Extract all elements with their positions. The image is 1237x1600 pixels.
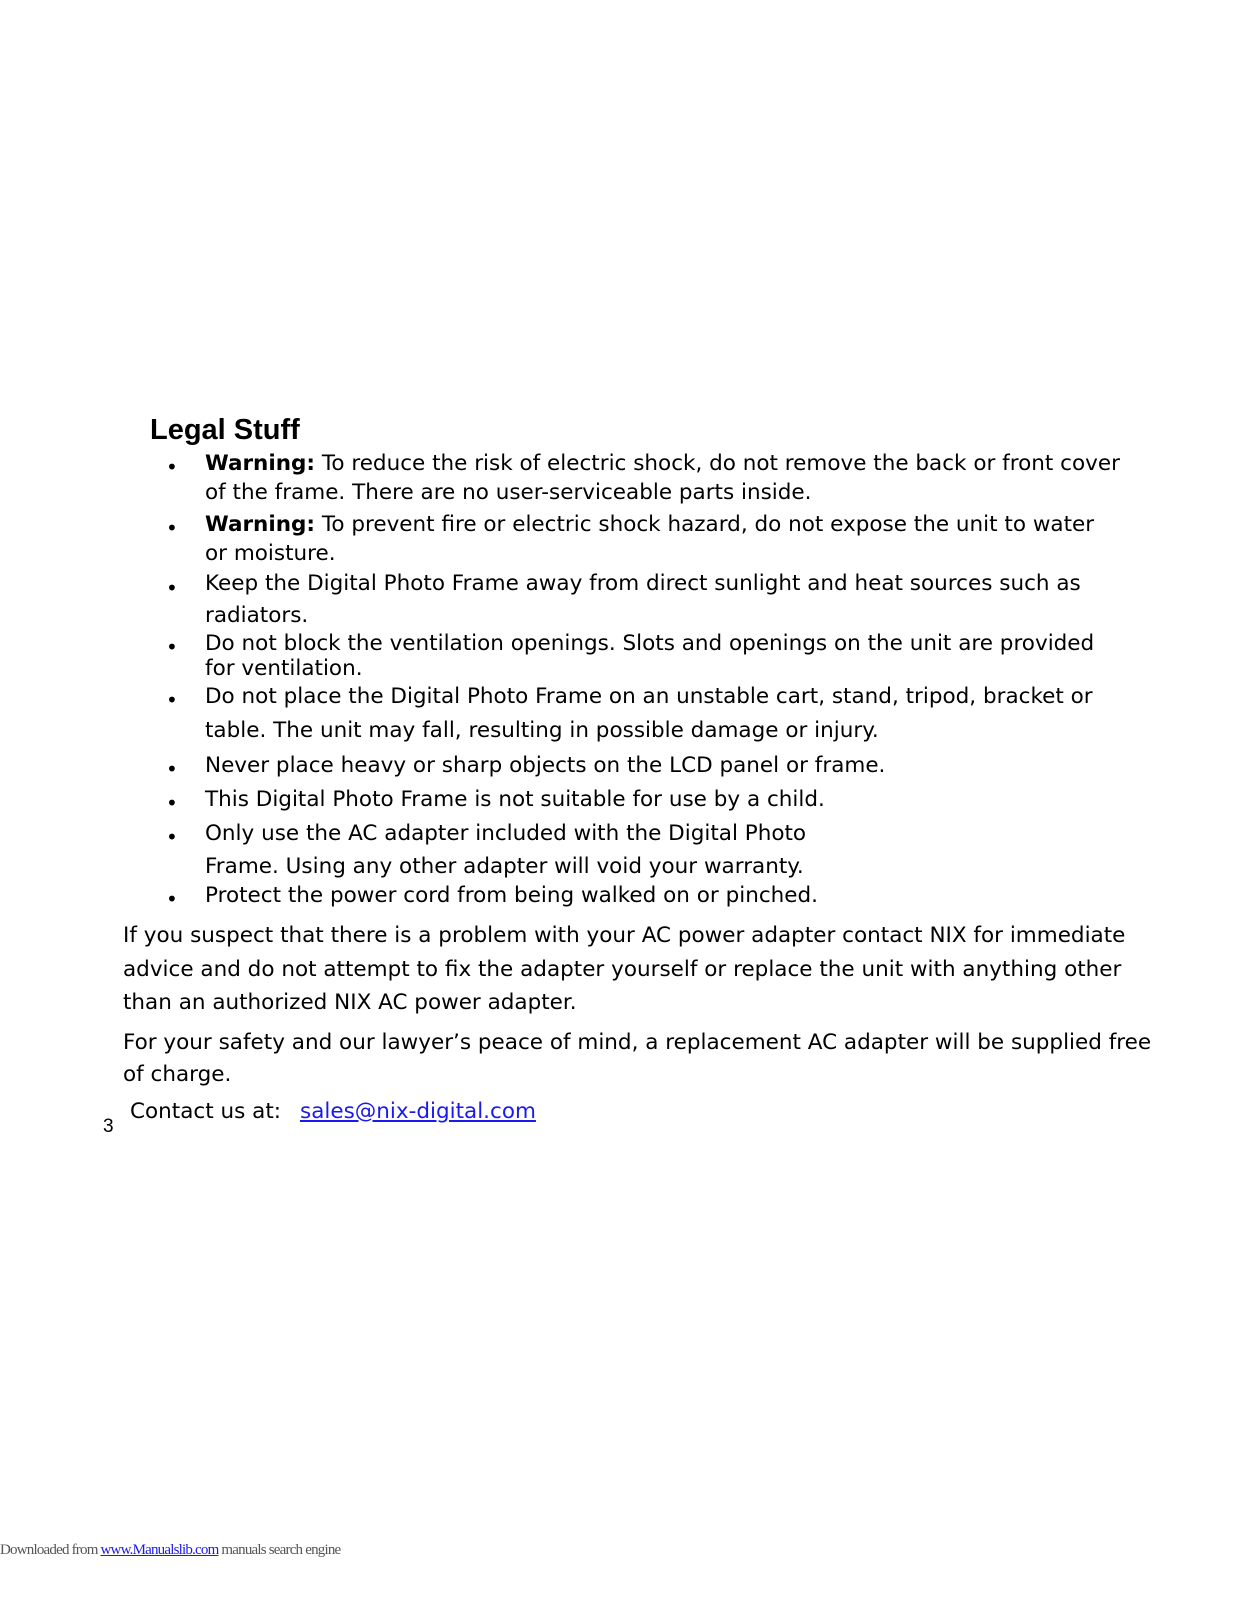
bullet-text: To prevent fire or electric shock hazard, do not expose the unit to water: [315, 512, 1095, 537]
bullet-text: To reduce the risk of electric shock, do not remove the back or front cover: [315, 451, 1120, 476]
bullet-line: for ventilation.: [205, 656, 363, 681]
bullet-line: of the frame. There are no user-serviceable parts inside.: [205, 480, 812, 505]
bullet-line: [205, 451, 1120, 476]
contact-label: Contact us at:: [130, 1099, 281, 1124]
bullet-line: Keep the Digital Photo Frame away from direct sunlight and heat sources such as: [205, 571, 1081, 596]
bullet-line: Only use the AC adapter included with the Digital Photo: [205, 821, 807, 846]
manualslib-link[interactable]: www.Manualslib.com: [100, 1542, 219, 1558]
bullet-icon: •: [166, 516, 178, 540]
bullet-icon: •: [166, 688, 178, 712]
bullet-icon: •: [166, 576, 178, 600]
bullet-icon: •: [166, 635, 178, 659]
paragraph-line: of charge.: [123, 1062, 232, 1087]
warning-label: Warning:: [205, 512, 316, 537]
bullet-line: radiators.: [205, 603, 309, 628]
bullet-icon: •: [166, 887, 178, 911]
paragraph-line: If you suspect that there is a problem with your AC power adapter contact NIX for immediate: [123, 923, 1126, 948]
bullet-icon: •: [166, 455, 178, 479]
bullet-line: [205, 512, 1094, 537]
bullet-icon: •: [166, 757, 178, 781]
bullet-line: Frame. Using any other adapter will void your warranty.: [205, 854, 804, 879]
bullet-line: or moisture.: [205, 541, 336, 566]
paragraph-line: For your safety and our lawyer’s peace of mind, a replacement AC adapter will be supplied free: [123, 1030, 1152, 1055]
bullet-line: table. The unit may fall, resulting in possible damage or injury.: [205, 718, 879, 743]
contact-email-link[interactable]: sales@nix-digital.com: [300, 1099, 536, 1124]
bullet-line: Never place heavy or sharp objects on the LCD panel or frame.: [205, 753, 886, 778]
footer-suffix: manuals search engine: [218, 1542, 341, 1558]
page-number: 3: [103, 1116, 114, 1137]
footer-prefix: Downloaded from: [0, 1542, 101, 1558]
bullet-icon: •: [166, 791, 178, 815]
bullet-line: This Digital Photo Frame is not suitable for use by a child.: [205, 787, 825, 812]
bullet-line: Do not block the ventilation openings. Slots and openings on the unit are provided: [205, 631, 1095, 656]
bullet-icon: •: [166, 825, 178, 849]
page-title: Legal Stuff: [150, 414, 300, 446]
bullet-line: Do not place the Digital Photo Frame on an unstable cart, stand, tripod, bracket or: [205, 684, 1093, 709]
warning-label: Warning:: [205, 451, 316, 476]
bullet-line: Protect the power cord from being walked on or pinched.: [205, 883, 818, 908]
paragraph-line: advice and do not attempt to fix the adapter yourself or replace the unit with anything other: [123, 957, 1122, 982]
download-footer: [0, 1542, 340, 1559]
paragraph-line: than an authorized NIX AC power adapter.: [123, 990, 577, 1015]
